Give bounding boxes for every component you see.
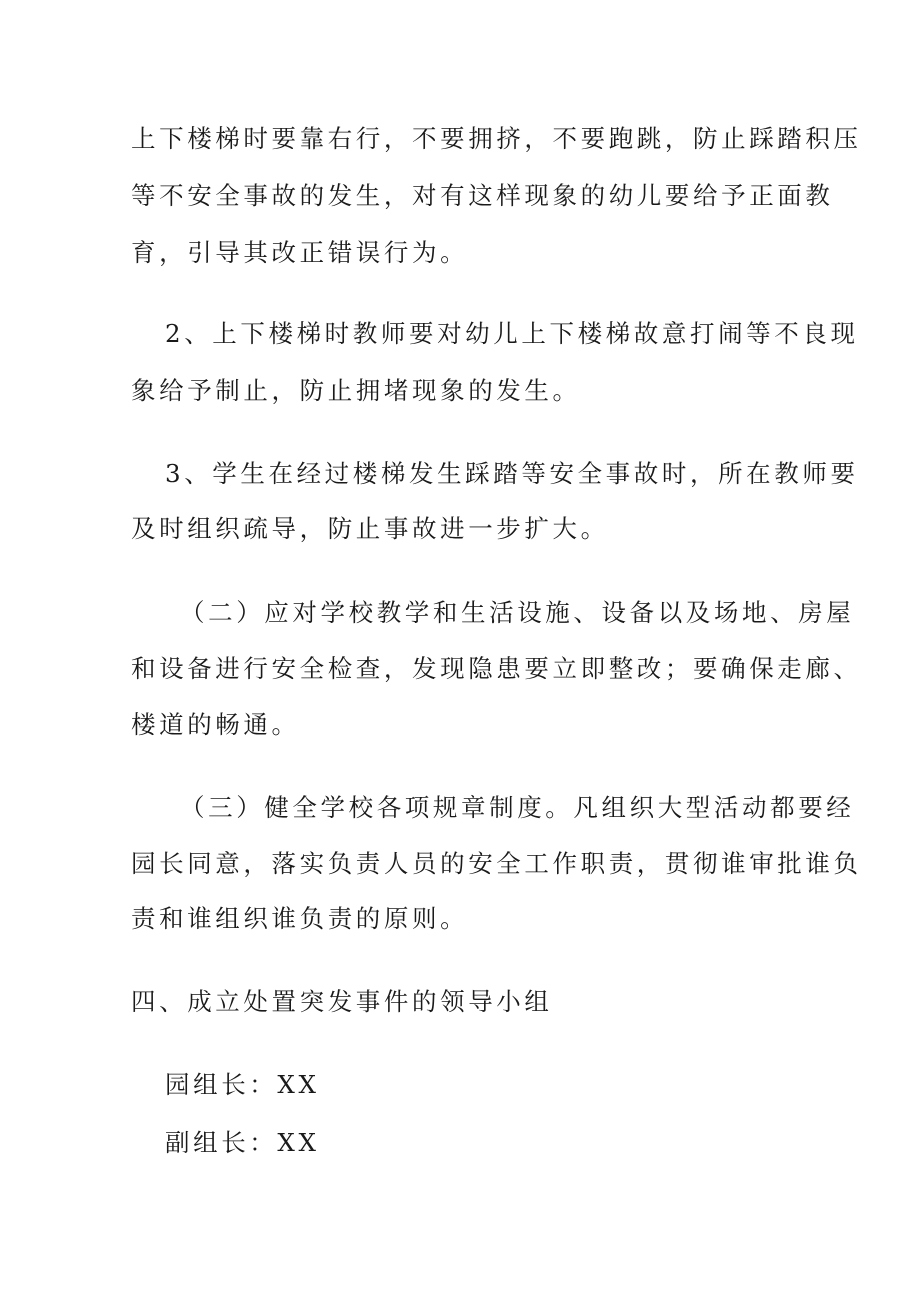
paragraph-3-line-2: 及时组织疏导，防止事故进一步扩大。 xyxy=(131,514,609,543)
paragraph-2-line-1: 2、上下楼梯时教师要对幼儿上下楼梯故意打闹等不良现 xyxy=(165,319,859,348)
paragraph-5-line-1: （三）健全学校各项规章制度。凡组织大型活动都要经 xyxy=(180,793,855,822)
paragraph-1-line-3: 育，引导其改正错误行为。 xyxy=(131,238,469,267)
paragraph-1-line-2: 等不安全事故的发生，对有这样现象的幼儿要给予正面教 xyxy=(131,181,834,210)
paragraph-4-line-2: 和设备进行安全检查，发现隐患要立即整改；要确保走廊、 xyxy=(131,654,862,683)
paragraph-1-line-1: 上下楼梯时要靠右行，不要拥挤，不要跑跳，防止踩踏积压 xyxy=(131,124,862,153)
paragraph-4-line-3: 楼道的畅通。 xyxy=(131,710,300,739)
leader-line-1: 园组长：XX xyxy=(165,1070,320,1099)
paragraph-2-line-2: 象给予制止，防止拥堵现象的发生。 xyxy=(131,376,581,405)
leader-line-2: 副组长：XX xyxy=(165,1128,320,1157)
paragraph-3-line-1: 3、学生在经过楼梯发生踩踏等安全事故时，所在教师要 xyxy=(165,459,859,488)
paragraph-4-line-1: （二）应对学校教学和生活设施、设备以及场地、房屋 xyxy=(180,598,855,627)
paragraph-5-line-2: 园长同意，落实负责人员的安全工作职责，贯彻谁审批谁负 xyxy=(131,849,862,878)
section-heading: 四、成立处置突发事件的领导小组 xyxy=(131,987,553,1016)
paragraph-5-line-3: 责和谁组织谁负责的原则。 xyxy=(131,904,469,933)
